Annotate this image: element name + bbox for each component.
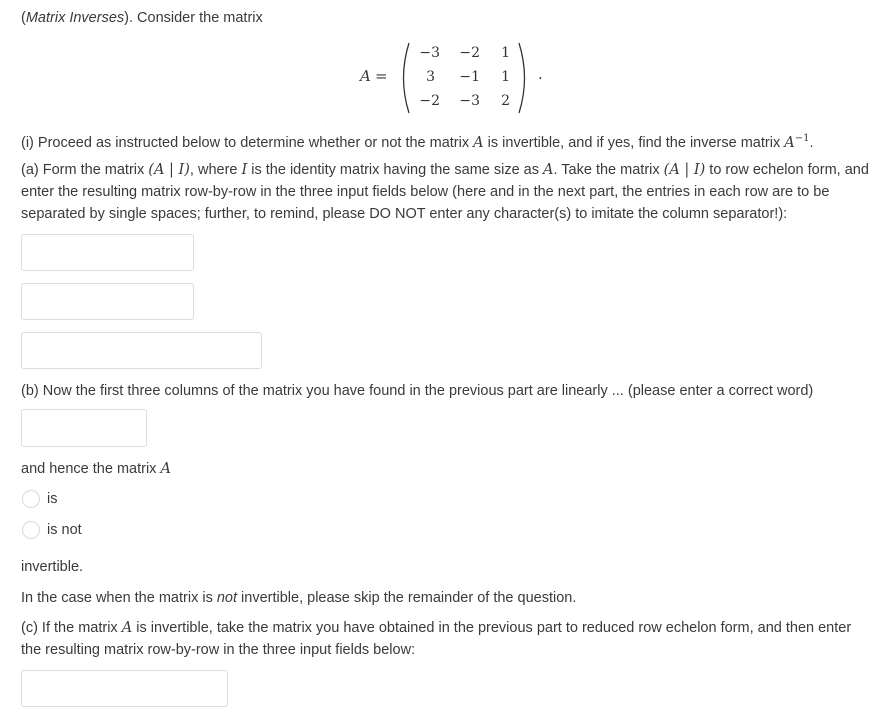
part-c-text: (c) If the matrix A is invertible, take the matrix you have obtained in the previous part to reduced row echelon form, and then enter the resulting matrix row-by-row in the three input fields below: <box>21 620 852 658</box>
option-is-label: is <box>47 491 58 507</box>
intro-text: ). Consider the matrix <box>124 10 263 26</box>
intro-line <box>21 7 263 29</box>
right-paren <box>517 42 531 114</box>
hence-text: and hence the matrix A <box>21 461 171 477</box>
matrix-cell: −3 <box>419 45 440 61</box>
intro-title: Matrix Inverses <box>25 10 125 26</box>
matrix-cell: 1 <box>501 45 510 61</box>
part-b-text: (b) Now the first three columns of the matrix you have found in the previous part are linearly ... (please enter a correct word) <box>21 383 814 399</box>
matrix-cell: −2 <box>459 45 480 61</box>
row-echelon-row2-input[interactable] <box>21 283 194 320</box>
part-i-text: (i) Proceed as instructed below to determine whether or not the matrix A is invertible, and if yes, find the inverse matrix $A^{-1}$. <box>21 133 814 151</box>
matrix-cell: 3 <box>426 69 435 85</box>
option-is[interactable] <box>22 488 57 510</box>
matrix-cell: −1 <box>459 69 480 85</box>
row-echelon-row3-input[interactable] <box>21 332 262 369</box>
radio-is-not[interactable] <box>22 521 40 539</box>
matrix-display <box>357 42 547 114</box>
matrix-cell: 2 <box>501 93 510 109</box>
matrix-cell: 1 <box>501 69 510 85</box>
option-is-not-label: is not <box>47 522 82 538</box>
invertible-text: invertible. <box>21 559 84 575</box>
matrix-equals: = <box>375 67 388 85</box>
radio-is[interactable] <box>22 490 40 508</box>
row-echelon-row1-input[interactable] <box>21 234 194 271</box>
matrix-cell: −2 <box>419 93 440 109</box>
linearly-word-input[interactable] <box>21 409 147 447</box>
matrix-name: A <box>360 67 371 85</box>
intro-paren: ( <box>21 10 26 26</box>
matrix-period: . <box>538 67 543 83</box>
part-a-text: (a) Form the matrix (A | I), where I is the identity matrix having the same size as A. Take the matrix (A | I) to row echelon form, and enter the resulting matrix row-by-row in the three input fields below (here and in the next part, the entries in each row are to be separated by single spaces; further, to remind, please DO NOT enter any character(s) to imitate the column separator!): <box>21 162 869 222</box>
matrix-cell: −3 <box>459 93 480 109</box>
skip-note: In the case when the matrix is not invertible, please skip the remainder of the question. <box>21 590 577 606</box>
option-is-not[interactable] <box>22 519 82 541</box>
rref-row1-input[interactable] <box>21 670 228 707</box>
